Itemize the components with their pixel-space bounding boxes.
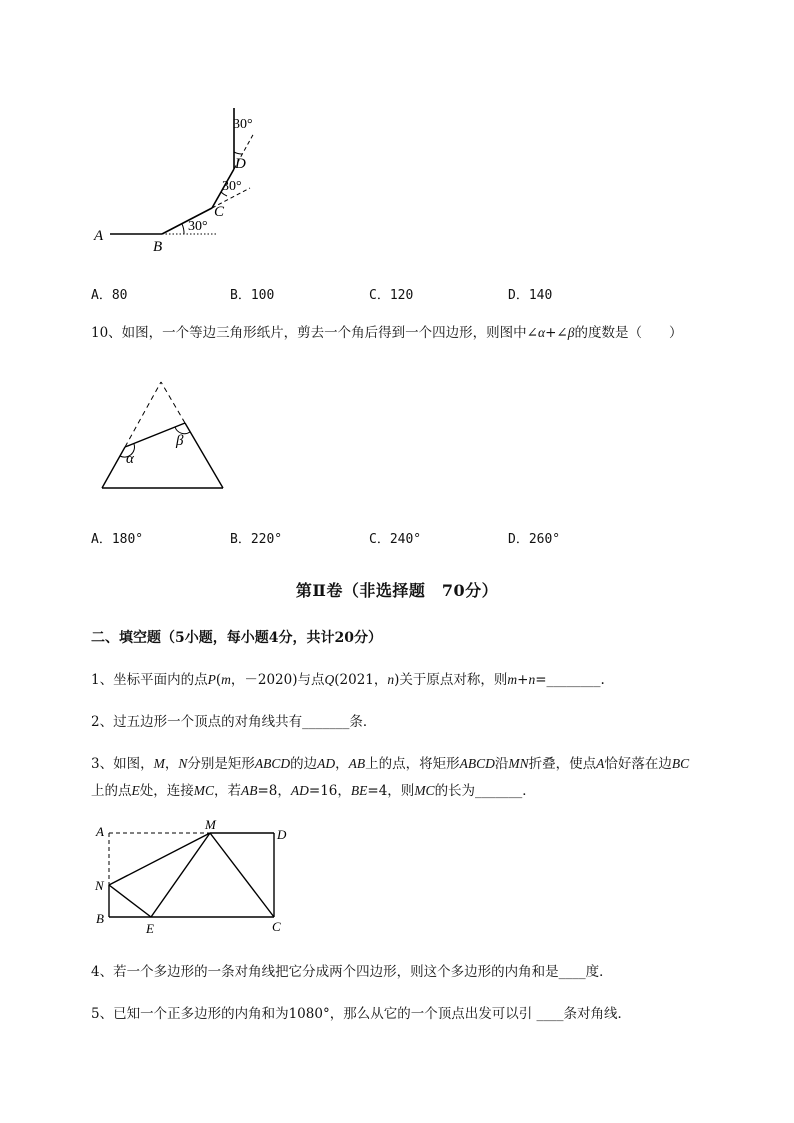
dashed-left <box>125 382 161 447</box>
fill-q4: 4、若一个多边形的一条对角线把它分成两个四边形，则这个多边形的内角和是____度． <box>91 964 613 980</box>
fill-q1-p: P <box>207 672 216 687</box>
fill-q3-l1g: 恰好落在边 <box>604 756 672 772</box>
part2-title: 第Ⅱ卷（非选择题 70分） <box>295 581 499 600</box>
fill-q3-line2 <box>91 781 536 801</box>
angle-arc-b <box>182 224 184 234</box>
fill-q3-a: A <box>596 756 605 771</box>
fill-q3-l2d: =8， <box>257 783 291 799</box>
q10-beta: β <box>567 325 575 340</box>
q10-figure <box>95 375 235 495</box>
fill-q2: 2、过五边形一个顶点的对角线共有_______条． <box>91 714 377 730</box>
q10-option-d: D．260° <box>508 532 561 547</box>
segment-ne <box>109 885 151 917</box>
fill-q3-l2g: 的长为_______． <box>434 783 536 799</box>
fill-q3-sep2: ， <box>335 756 349 772</box>
fill-q1-t6: + <box>517 672 529 688</box>
q10-option-c: C．240° <box>369 532 422 547</box>
q10-option-a: A．180° <box>91 532 144 547</box>
fill-q3-l1b: 分别是矩形 <box>187 756 255 772</box>
label-e: E <box>146 921 154 936</box>
label-b: B <box>153 239 163 255</box>
label-b: B <box>96 911 104 926</box>
fill-q3-ab2: AB <box>241 783 258 798</box>
segment-me <box>151 833 210 917</box>
angle-label-c: 30° <box>222 179 242 194</box>
fill-q3-figure <box>90 815 300 940</box>
q10-question <box>91 323 682 343</box>
fill-q3-l2f: =4，则 <box>367 783 415 799</box>
angle-label-b: 30° <box>188 219 208 234</box>
fill-q1-n2: n <box>528 672 536 687</box>
fill-q3-l1a: 3、如图， <box>91 756 154 772</box>
fill-q3-be: BE <box>350 783 368 798</box>
q9-option-a: A．80 <box>91 288 128 303</box>
q9-figure <box>90 100 270 260</box>
fill-q3-l2e: =16， <box>308 783 351 799</box>
fill-q3-l1f: 折叠，使点 <box>528 756 597 772</box>
fill-q3-e: E <box>131 783 140 798</box>
q10-text-before: 10、如图，一个等边三角形纸片，剪去一个角后得到一个四边形，则图中∠ <box>91 325 538 341</box>
fill-q3-ab: AB <box>348 756 366 771</box>
label-d: D <box>235 156 246 172</box>
label-n: N <box>95 878 104 893</box>
section-fill-in-header: 二、填空题（5小题，每小题4分，共计20分） <box>91 630 382 646</box>
fill-q3-l2c: ，若 <box>214 783 241 799</box>
fill-q1-n: n <box>387 672 395 687</box>
alpha-label: α <box>126 451 134 467</box>
fill-q1-m: m <box>221 672 231 687</box>
triangle-right-side <box>185 423 223 488</box>
label-c: C <box>214 204 225 220</box>
fill-q3-m: M <box>153 756 165 771</box>
fill-q1-t5: )关于原点对称，则 <box>394 672 508 688</box>
segment-mc <box>210 833 274 917</box>
fill-q3-line1 <box>91 754 689 774</box>
fill-q3-ad: AD <box>317 756 336 771</box>
fill-q3-l1e: 沿 <box>494 756 509 772</box>
fill-q3-sep1: ， <box>164 756 179 772</box>
angle-arc-d <box>234 152 242 154</box>
q10-plus: +∠ <box>545 325 568 341</box>
fill-q1-m2: m <box>507 672 518 687</box>
label-a: A <box>96 824 104 839</box>
q9-option-b: B．100 <box>230 288 275 303</box>
fill-q1 <box>91 670 605 690</box>
fill-q3-mc2: MC <box>414 783 435 798</box>
angle-label-d: 30° <box>233 117 253 132</box>
q9-option-c: C．120 <box>369 288 414 303</box>
fill-q1-t3: ，－2020)与点 <box>230 672 325 688</box>
fill-q1-t1: 1、坐标平面内的点 <box>91 672 208 688</box>
fill-q3-n: N <box>178 756 188 771</box>
triangle-left-side <box>102 447 125 488</box>
fill-q3-ad2: AD <box>290 783 309 798</box>
label-d: D <box>277 827 287 842</box>
fill-q3-abcd: ABCD <box>254 756 291 771</box>
fill-q1-t4: (2021， <box>334 672 388 688</box>
dashed-right <box>161 382 185 423</box>
segment-mn <box>109 833 210 885</box>
q10-option-b: B．220° <box>230 532 283 547</box>
fill-q1-t7: =________. <box>535 672 605 688</box>
fill-q3-mn: MN <box>508 756 529 771</box>
label-a: A <box>94 228 104 244</box>
fill-q3-l2a: 上的点 <box>91 783 132 799</box>
fill-q3-mc: MC <box>193 783 214 798</box>
fill-q3-bc: BC <box>671 756 690 771</box>
fill-q5: 5、已知一个正多边形的内角和为1080°，那么从它的一个顶点出发可以引 ____条对角线． <box>91 1006 631 1022</box>
fill-q3-abcd2: ABCD <box>459 756 495 771</box>
q10-text-after: 的度数是（ ） <box>574 325 683 341</box>
fill-q1-q: Q <box>324 672 335 687</box>
q10-alpha: α <box>538 325 546 340</box>
fill-q3-l2b: 处，连接 <box>139 783 194 799</box>
label-m: M <box>205 817 216 832</box>
q9-option-d: D．140 <box>508 288 553 303</box>
beta-label: β <box>176 433 184 449</box>
label-c: C <box>272 919 281 934</box>
fill-q1-t2: ( <box>215 672 222 688</box>
fill-q3-l1d: 上的点，将矩形 <box>365 756 460 772</box>
fill-q3-l1c: 的边 <box>290 756 318 772</box>
